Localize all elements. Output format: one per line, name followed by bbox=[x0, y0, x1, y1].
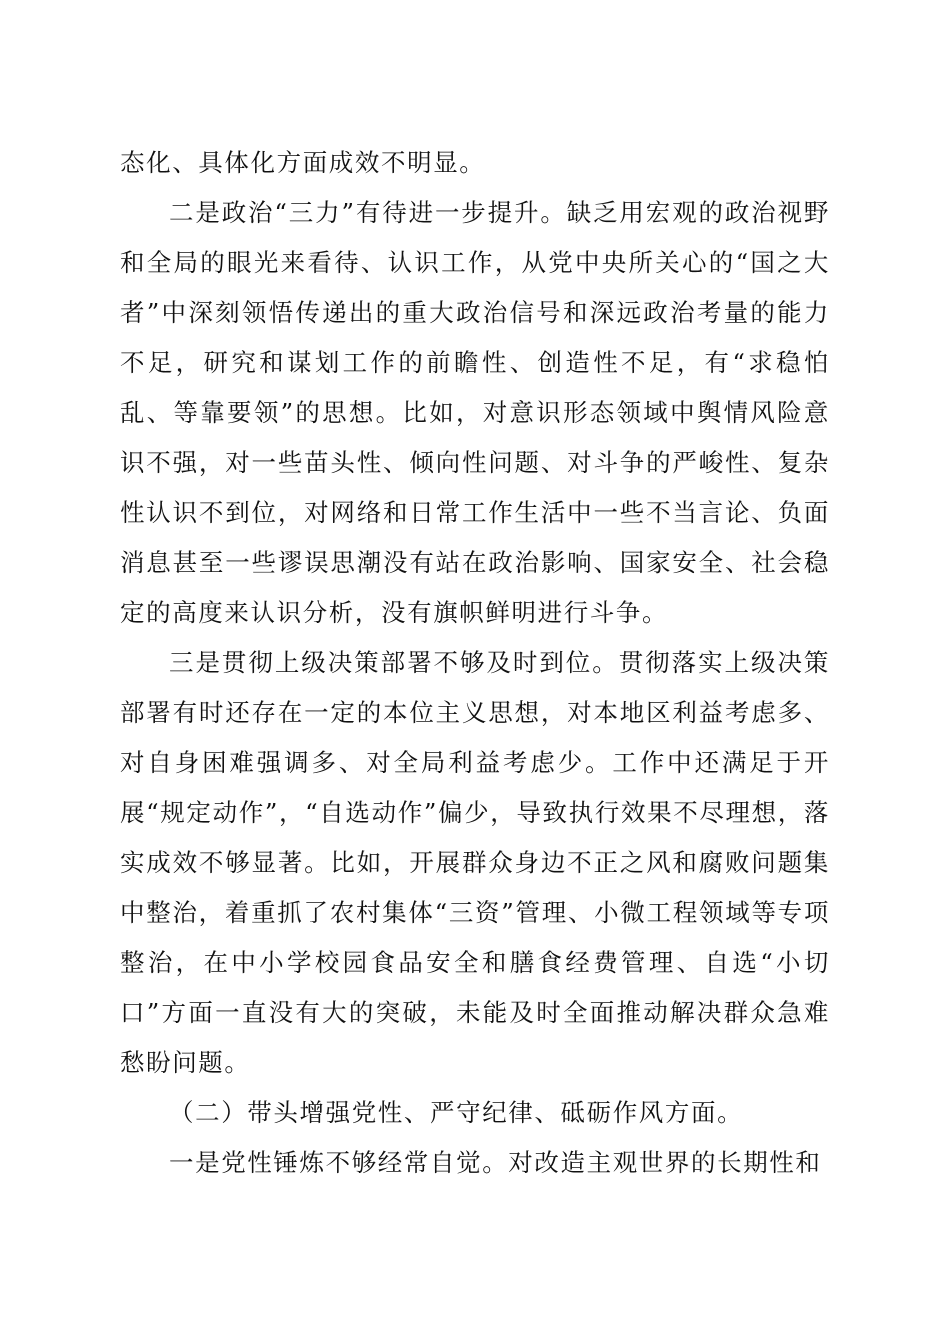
paragraph-party-spirit: 一是党性锤炼不够经常自觉。对改造主观世界的长期性和 bbox=[169, 1148, 822, 1177]
paragraph-policy-implementation: 三是贯彻上级决策部署不够及时到位。贯彻落实上级决策部署有时还存在一定的本位主义思想，对本地区利益考虑多、对自身困难强调多、对全局利益考虑少。工作中还满足于开展“规定动作”，“自选动作”偏少，导致执行效果不尽理想，落实成效不够显著。比如，开展群众身边不正之风和腐败问题集中整治，着重抓了农村集体“三资”管理、小微工程领域等专项整治，在中小学校园食品安全和膳食经费管理、自选“小切口”方面一直没有大的突破，未能及时全面推动解决群众急难愁盼问题。 bbox=[120, 648, 830, 1077]
section-heading-party-spirit: （二）带头增强党性、严守纪律、砥砺作风方面。 bbox=[169, 1098, 744, 1127]
paragraph-continuation: 态化、具体化方面成效不明显。 bbox=[120, 148, 486, 177]
paragraph-political-ability: 二是政治“三力”有待进一步提升。缺乏用宏观的政治视野和全局的眼光来看待、认识工作，从党中央所关心的“国之大者”中深刻领悟传递出的重大政治信号和深远政治考量的能力不足，研究和谋划工作的前瞻性、创造性不足，有“求稳怕乱、等靠要领”的思想。比如，对意识形态领域中舆情风险意识不强，对一些苗头性、倾向性问题、对斗争的严峻性、复杂性认识不到位，对网络和日常工作生活中一些不当言论、负面消息甚至一些谬误思潮没有站在政治影响、国家安全、社会稳定的高度来认识分析，没有旗帜鲜明进行斗争。 bbox=[120, 198, 830, 627]
document-body bbox=[120, 138, 830, 1188]
